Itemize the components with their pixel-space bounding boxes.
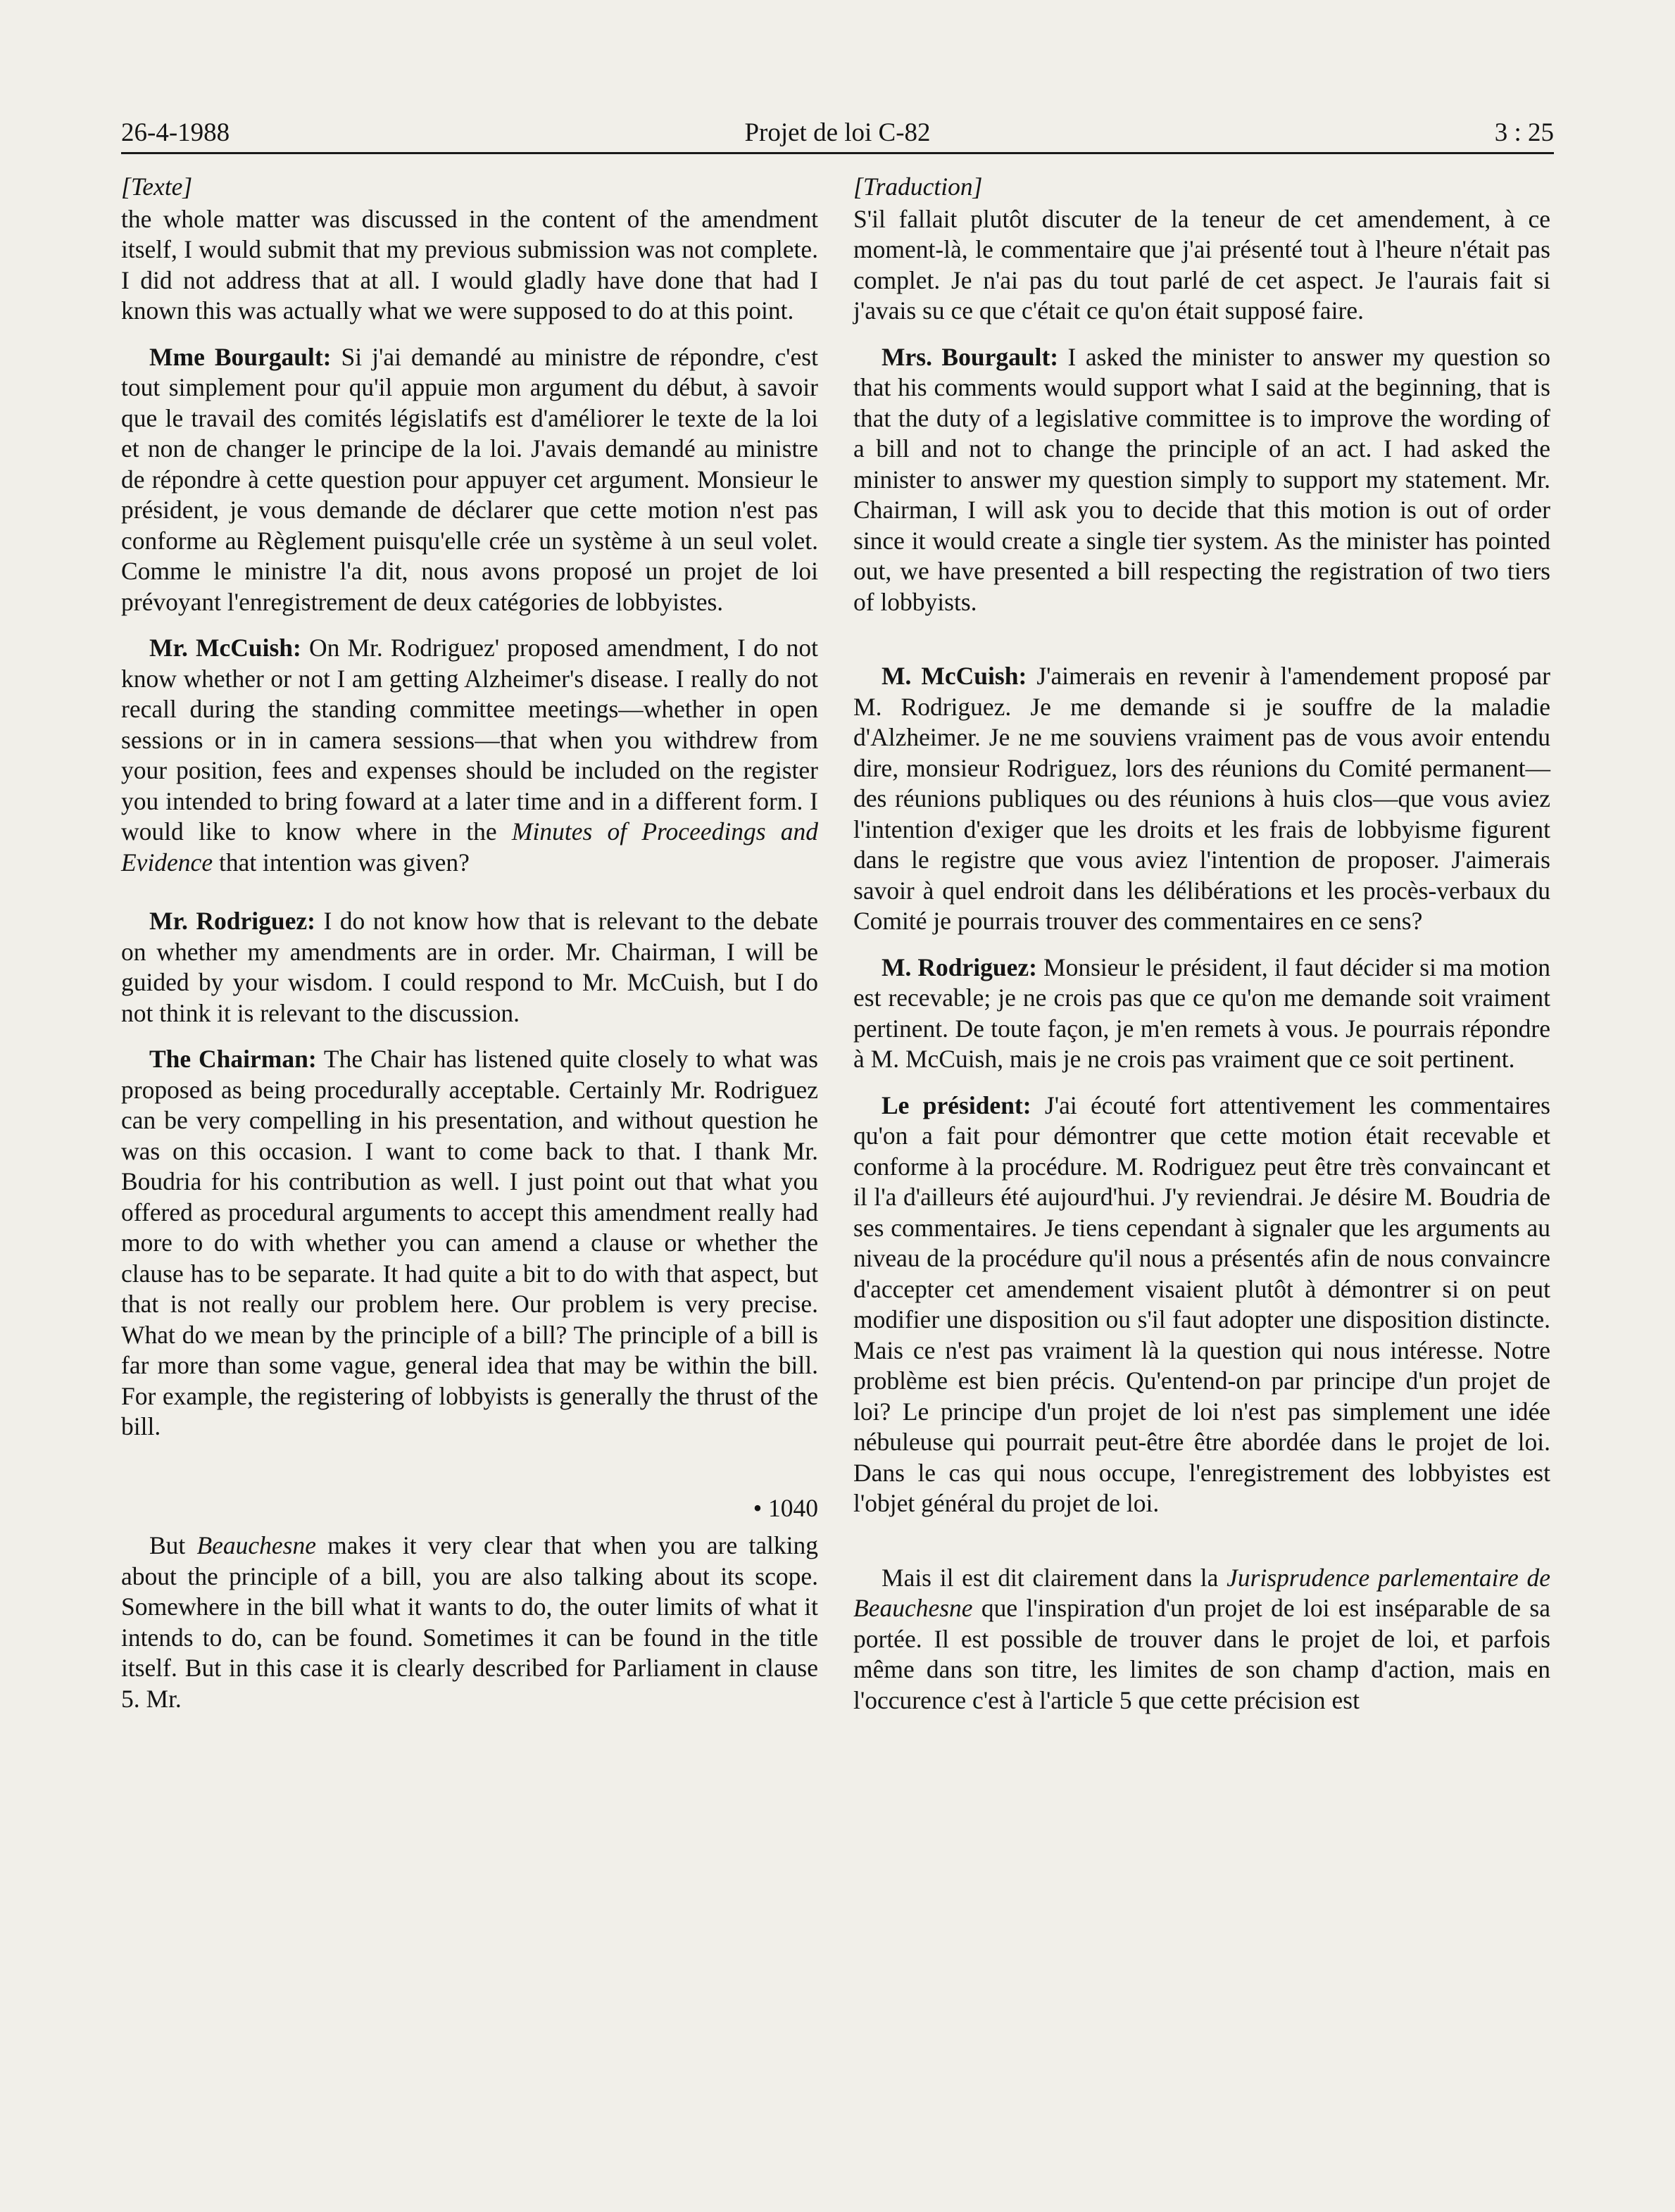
paragraph	[121, 342, 818, 618]
speaker-name: M. Rodriguez:	[882, 953, 1037, 981]
header-title: Projet de loi C-82	[744, 118, 931, 147]
page-header	[121, 113, 1554, 153]
publication-title: Minutes of Proceedings and Evidence	[121, 817, 819, 876]
column-texte	[121, 172, 818, 1730]
speaker-name: The Chairman:	[149, 1045, 317, 1073]
speech-text: But	[149, 1531, 197, 1559]
paragraph	[853, 953, 1550, 1075]
speech-text: I asked the minister to answer my question so that his comments would support what I said at the beginning, that is that the duty of a legislative committee is to improve the wording of a bill and not to change the principle of an act. I had asked the minister to answer my question simply to support my statement. Mr. Chairman, I will ask you to decide that this motion is out of order since it would create a single tier system. As the minister has pointed out, we have presented a bill respecting the registration of two tiers of lobbyists.	[853, 342, 1550, 616]
speaker-name: Mr. McCuish:	[149, 634, 301, 662]
speech-text: Monsieur le président, il faut décider si ma motion est recevable; je ne crois pas que ce qu'on me demande soit vraiment pertinent. De toute façon, je m'en remets à vous. Je pourrais répondre à M. McCuish, mais je ne crois pas vraiment que ce soit pertinent.	[853, 953, 1550, 1073]
speech-text: The Chair has listened quite closely to what was proposed as being procedurally acceptable. Certainly Mr. Rodriguez can be very compelling in his presentation, and without question he was on this occasion. I want to come back to that. I thank Mr. Boudria for his contribution as well. I just point out that what you offered as procedural arguments to accept this amendment really had more to do with whether you can amend a clause or whether the clause has to be separate. It had quite a bit to do with that aspect, but that is not really our problem here. Our problem is very precise. What do we mean by the principle of a bill? The principle of a bill is far more than some vague, general idea that may be within the bill. For example, the registering of lobbyists is generally the thrust of the bill.	[121, 1045, 818, 1440]
speech-text: Mais il est dit clairement dans la	[882, 1563, 1227, 1592]
speaker-name: Mr. Rodriguez:	[149, 907, 315, 935]
header-date: 26-4-1988	[121, 118, 230, 147]
paragraph	[121, 1531, 818, 1714]
publication-title: Beauchesne	[196, 1531, 316, 1559]
paragraph	[121, 906, 818, 1029]
speech-text: that intention was given?	[213, 848, 470, 876]
speech-text: J'ai écouté fort attentivement les commentaires qu'on a fait pour démontrer que cette motion était recevable et conforme à la procédure. M. Rodriguez peut être très convaincant et il l'a d'ailleurs été aujourd'hui. J'y reviendrai. Je désire M. Boudria de ses commentaires. Je tiens cependant à signaler que les arguments au niveau de la procédure qu'il nous a présentés afin de nous convaincre d'accepter cet amendement visaient plutôt à démontrer si on peut modifier une disposition ou s'il faut adopter une disposition distincte. Mais ce n'est pas vraiment là la question qui nous intéresse. Notre problème est bien précis. Qu'entend-on par principe d'un projet de loi? Le principe d'un projet de loi n'est pas simplement une idée nébuleuse qui pourrait peut-être être abordée dans le projet de loi. Dans le cas qui nous occupe, l'enregistrement des lobbyistes est l'objet général du projet de loi.	[853, 1091, 1550, 1517]
header-rule	[121, 152, 1554, 154]
paragraph	[121, 633, 818, 878]
paragraph	[853, 1563, 1550, 1716]
speech-text: On Mr. Rodriguez' proposed amendment, I do not know whether or not I am getting Alzheimer's disease. I really do not recall during the standing committee meetings—whether in open sessions or in in camera sessions—that when you withdrew from your position, fees and expenses should be included on the register you intended to bring foward at a later time and in a different form. I would like to know where in the	[121, 634, 818, 846]
speech-text: I do not know how that is relevant to the debate on whether my amendments are in order. Mr. Chairman, I will be guided by your wisdom. I could respond to Mr. McCuish, but I do not think it is relevant to the discussion.	[121, 907, 818, 1027]
column-marker: [Texte]	[121, 172, 193, 201]
speaker-name: Mme Bourgault:	[149, 342, 332, 371]
paragraph	[853, 342, 1550, 618]
speaker-name: Mrs. Bourgault:	[882, 342, 1059, 371]
header-page-number: 3 : 25	[1494, 118, 1554, 147]
paragraph	[121, 1044, 818, 1443]
paragraph	[853, 661, 1550, 937]
paragraph: S'il fallait plutôt discuter de la teneur de cet amendement, à ce moment-là, le commentaire que j'ai présenté tout à l'heure n'était pas complet. Je n'ai pas du tout parlé de cet aspect. Je l'aurais fait si j'avais su ce que c'était ce qu'on était supposé faire.	[853, 204, 1550, 325]
speaker-name: Le président:	[882, 1091, 1031, 1119]
speech-text: makes it very clear that when you are talking about the principle of a bill, you are also talking about its scope. Somewhere in the bill what it wants to do, the outer limits of what it intends to do, can be found. Sometimes it can be found in the title itself. But in this case it is clearly described for Parliament in clause 5. Mr.	[121, 1531, 818, 1713]
paragraph	[853, 1091, 1550, 1519]
speech-text: que l'inspiration d'un projet de loi est inséparable de sa portée. Il est possible de trouver dans le projet de loi, et parfois même dans son titre, les limites de son champ d'action, mais en l'occurence c'est à l'article 5 que cette précision est	[853, 1594, 1550, 1714]
column-traduction	[853, 172, 1550, 1731]
publication-title: Jurisprudence parlementaire de Beauchesne	[853, 1563, 1550, 1622]
speaker-name: M. McCuish:	[882, 662, 1027, 690]
paragraph: the whole matter was discussed in the content of the amendment itself, I would submit that my previous submission was not complete. I did not address that at all. I would gladly have done that had I known this was actually what we were supposed to do at this point.	[121, 204, 818, 325]
time-marker: • 1040	[753, 1493, 818, 1522]
column-marker: [Traduction]	[853, 172, 983, 201]
speech-text: J'aimerais en revenir à l'amendement proposé par M. Rodriguez. Je me demande si je souffre de la maladie d'Alzheimer. Je ne me souviens vraiment pas de vous avoir entendu dire, monsieur Rodriguez, lors des réunions du Comité permanent—des réunions publiques ou des réunions à huis clos—que vous aviez l'intention d'exiger que les droits et les frais de lobbyisme figurent dans le registre que vous aviez l'intention de proposer. J'aimerais savoir à quel endroit dans les délibérations et les procès-verbaux du Comité je pourrais trouver des commentaires en ce sens?	[853, 662, 1550, 935]
speech-text: Si j'ai demandé au ministre de répondre, c'est tout simplement pour qu'il appuie mon argument du début, à savoir que le travail des comités législatifs est d'améliorer le texte de la loi et non de changer le principe de la loi. J'avais demandé au ministre de répondre à cette question pour appuyer cet argument. Monsieur le président, je vous demande de déclarer que cette motion n'est pas conforme au Règlement puisqu'elle crée un système à un seul volet. Comme le ministre l'a dit, nous avons proposé un projet de loi prévoyant l'enregistrement de deux catégories de lobbyistes.	[121, 342, 818, 616]
